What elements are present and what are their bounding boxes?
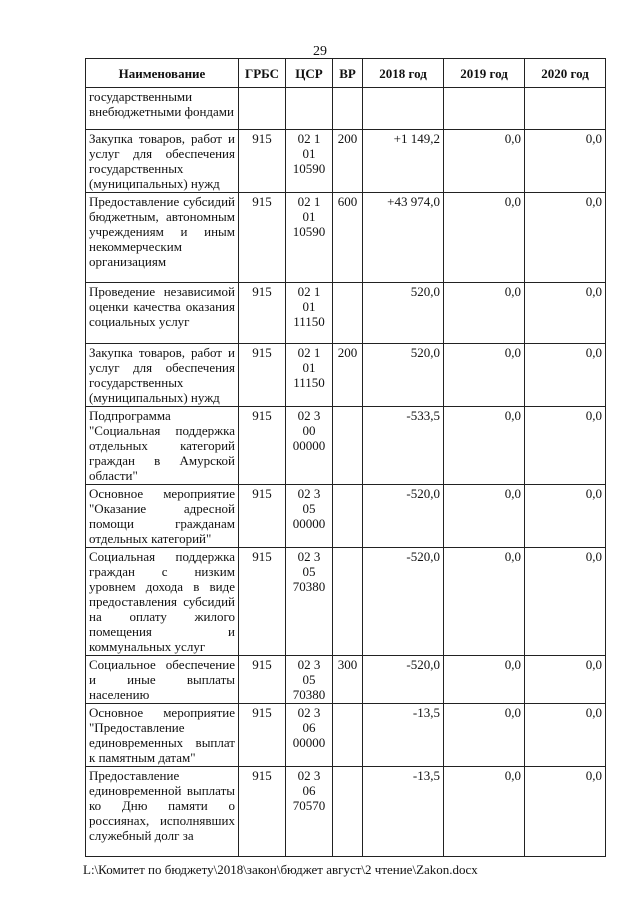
cell-grbs: 915 <box>239 704 286 767</box>
footer-file-path: L:\Комитет по бюджету\2018\закон\бюджет август\2 чтение\Zakon.docx <box>83 862 478 877</box>
cell-vr <box>333 88 363 130</box>
cell-csr: 02 3 06 00000 <box>286 704 333 767</box>
cell-2020: 0,0 <box>525 193 606 283</box>
cell-vr: 200 <box>333 344 363 407</box>
cell-2019: 0,0 <box>444 485 525 548</box>
cell-name: Предоставление единовременной выплаты ко Дню памяти о россиянах, исполнявших служебный долг за <box>86 767 239 857</box>
cell-grbs: 915 <box>239 485 286 548</box>
cell-2019: 0,0 <box>444 283 525 344</box>
cell-grbs: 915 <box>239 407 286 485</box>
cell-2020 <box>525 88 606 130</box>
cell-vr <box>333 407 363 485</box>
cell-name: Социальное обеспечение и иные выплаты населению <box>86 656 239 704</box>
table-row <box>86 704 606 767</box>
table-row <box>86 656 606 704</box>
cell-csr: 02 3 05 70380 <box>286 548 333 656</box>
cell-grbs: 915 <box>239 656 286 704</box>
cell-2020: 0,0 <box>525 407 606 485</box>
cell-name: Основное мероприятие "Оказание адресной помощи гражданам отдельных категорий" <box>86 485 239 548</box>
cell-vr <box>333 767 363 857</box>
cell-name: Закупка товаров, работ и услуг для обеспечения государственных (муниципальных) нужд <box>86 344 239 407</box>
table-row <box>86 548 606 656</box>
table-row <box>86 283 606 344</box>
cell-name: Проведение независимой оценки качества оказания социальных услуг <box>86 283 239 344</box>
table-header-row <box>86 59 606 88</box>
cell-grbs: 915 <box>239 130 286 193</box>
table-row <box>86 767 606 857</box>
cell-grbs <box>239 88 286 130</box>
cell-2020: 0,0 <box>525 485 606 548</box>
cell-2019: 0,0 <box>444 130 525 193</box>
cell-csr <box>286 88 333 130</box>
cell-name: государственными внебюджетными фондами <box>86 88 239 130</box>
cell-2018: -520,0 <box>363 485 444 548</box>
cell-2018: +1 149,2 <box>363 130 444 193</box>
cell-2020: 0,0 <box>525 283 606 344</box>
table-row <box>86 88 606 130</box>
cell-vr: 200 <box>333 130 363 193</box>
cell-2018: -13,5 <box>363 704 444 767</box>
cell-2018: -533,5 <box>363 407 444 485</box>
cell-grbs: 915 <box>239 344 286 407</box>
cell-2019: 0,0 <box>444 704 525 767</box>
header-2020: 2020 год <box>525 59 606 88</box>
cell-grbs: 915 <box>239 767 286 857</box>
cell-2018 <box>363 88 444 130</box>
table-row <box>86 193 606 283</box>
table-row <box>86 485 606 548</box>
cell-2019: 0,0 <box>444 344 525 407</box>
cell-csr: 02 3 06 70570 <box>286 767 333 857</box>
cell-vr <box>333 704 363 767</box>
cell-csr: 02 1 01 10590 <box>286 193 333 283</box>
cell-2019: 0,0 <box>444 407 525 485</box>
cell-vr: 600 <box>333 193 363 283</box>
page-number: 29 <box>313 44 327 59</box>
cell-name: Предоставление субсидий бюджетным, автономным учреждениям и иным некоммерческим организациям <box>86 193 239 283</box>
cell-csr: 02 3 05 70380 <box>286 656 333 704</box>
cell-csr: 02 3 00 00000 <box>286 407 333 485</box>
cell-2018: 520,0 <box>363 283 444 344</box>
header-grbs: ГРБС <box>239 59 286 88</box>
header-csr: ЦСР <box>286 59 333 88</box>
cell-2019: 0,0 <box>444 193 525 283</box>
cell-2018: 520,0 <box>363 344 444 407</box>
cell-name: Основное мероприятие "Предоставление единовременных выплат к памятным датам" <box>86 704 239 767</box>
cell-grbs: 915 <box>239 193 286 283</box>
cell-csr: 02 1 01 11150 <box>286 283 333 344</box>
cell-vr <box>333 485 363 548</box>
cell-2018: -13,5 <box>363 767 444 857</box>
cell-2018: -520,0 <box>363 548 444 656</box>
cell-2019: 0,0 <box>444 656 525 704</box>
table-row <box>86 130 606 193</box>
header-name: Наименование <box>86 59 239 88</box>
cell-grbs: 915 <box>239 283 286 344</box>
header-2019: 2019 год <box>444 59 525 88</box>
cell-2018: +43 974,0 <box>363 193 444 283</box>
cell-2019 <box>444 88 525 130</box>
header-vr: ВР <box>333 59 363 88</box>
cell-csr: 02 1 01 10590 <box>286 130 333 193</box>
cell-2020: 0,0 <box>525 656 606 704</box>
cell-2019: 0,0 <box>444 548 525 656</box>
cell-2020: 0,0 <box>525 704 606 767</box>
budget-table <box>85 58 606 857</box>
cell-vr <box>333 548 363 656</box>
cell-name: Социальная поддержка граждан с низким уровнем дохода в виде предоставления субсидий на оплату жилого помещения и коммунальных услуг <box>86 548 239 656</box>
header-2018: 2018 год <box>363 59 444 88</box>
cell-vr: 300 <box>333 656 363 704</box>
cell-name: Подпрограмма "Социальная поддержка отдельных категорий граждан в Амурской области" <box>86 407 239 485</box>
cell-csr: 02 3 05 00000 <box>286 485 333 548</box>
cell-vr <box>333 283 363 344</box>
table-row <box>86 407 606 485</box>
cell-2020: 0,0 <box>525 130 606 193</box>
cell-2020: 0,0 <box>525 548 606 656</box>
cell-2020: 0,0 <box>525 767 606 857</box>
table-row <box>86 344 606 407</box>
cell-grbs: 915 <box>239 548 286 656</box>
cell-2020: 0,0 <box>525 344 606 407</box>
cell-name: Закупка товаров, работ и услуг для обеспечения государственных (муниципальных) нужд <box>86 130 239 193</box>
cell-2018: -520,0 <box>363 656 444 704</box>
cell-csr: 02 1 01 11150 <box>286 344 333 407</box>
cell-2019: 0,0 <box>444 767 525 857</box>
